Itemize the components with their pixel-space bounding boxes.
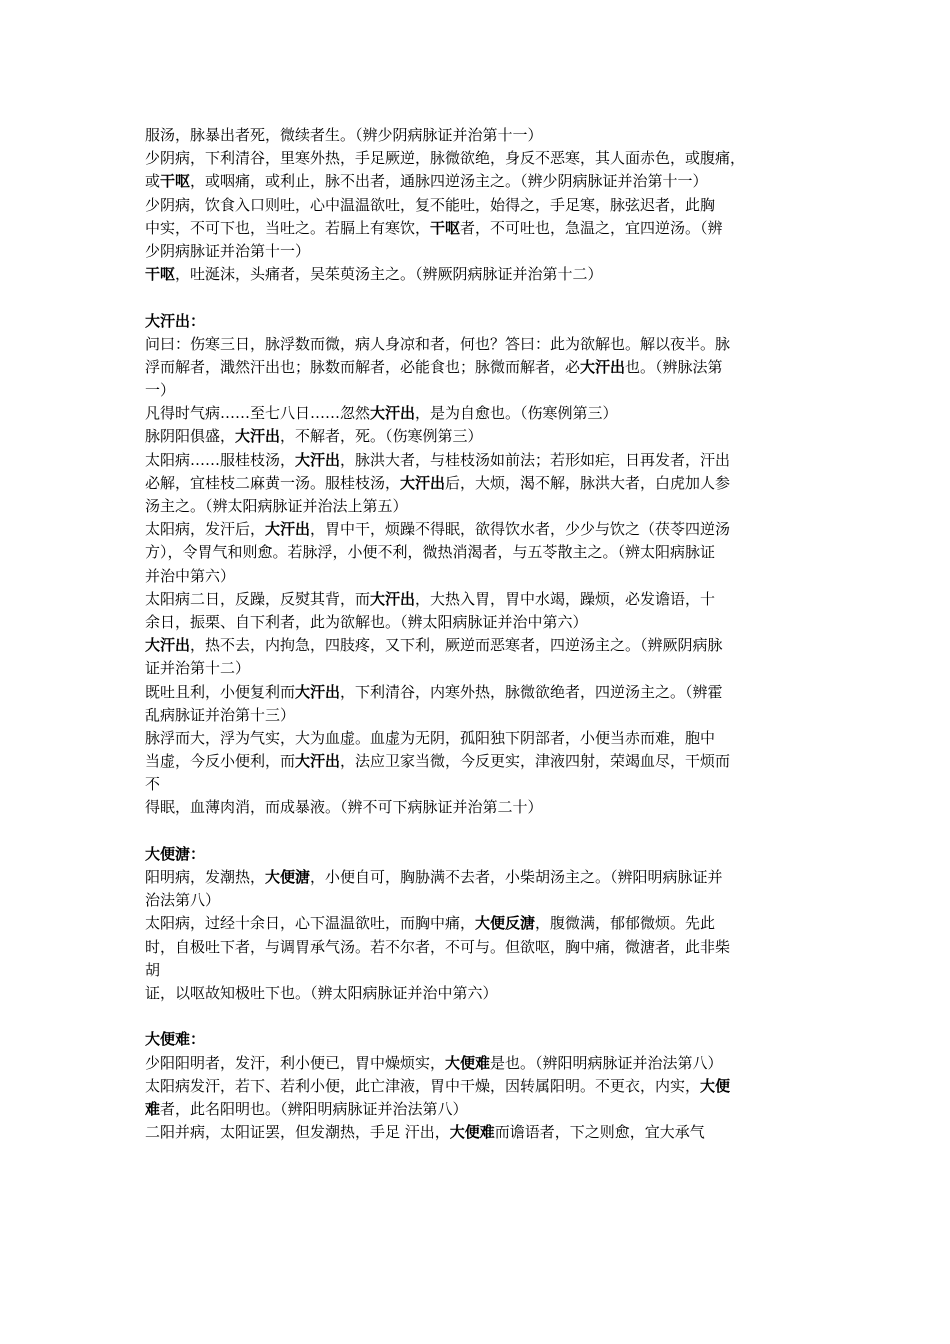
text-line — [145, 495, 825, 518]
heading-text: 大汗出： — [145, 311, 206, 330]
text-segment: 少阴病，下利清谷，里寒外热，手足厥逆，脉微欲绝，身反不恶寒，其人面赤色，或腹痛， — [145, 149, 746, 168]
text-line — [145, 333, 825, 356]
text-segment: 而谵语者，下之则愈，宜大承气 — [494, 1123, 705, 1142]
text-line — [145, 588, 825, 611]
text-segment: 少阴病，饮食入口则吐，心中温温欲吐，复不能吐，始得之，手足寒，脉弦迟者，此胸 — [145, 195, 716, 214]
text-segment: 服汤，脉暴出者死，微续者生。（辨少阴病脉证并治第十一） — [145, 126, 543, 144]
bold-term: 大汗出 — [145, 636, 191, 655]
text-segment: 浮而解者，濈然汗出也；脉数而解者，必能食也；脉微而解者，必 — [145, 357, 581, 376]
text-segment: ，腹微满，郁郁微烦。先此 — [535, 914, 716, 933]
text-line — [145, 240, 825, 263]
text-line — [145, 959, 825, 982]
bold-term: 大便溏 — [265, 868, 311, 886]
text-segment: ，是为自愈也。（伤寒例第三） — [415, 404, 618, 423]
text-line — [145, 425, 825, 448]
text-line — [145, 1098, 825, 1121]
text-line — [145, 866, 825, 889]
text-segment: 少阴病脉证并治第十一） — [145, 241, 311, 260]
text-segment: 阳明病，发潮热， — [145, 868, 266, 886]
text-segment: ，胃中干，烦躁不得眠，欲得饮水者，少少与饮之（茯苓四逆汤 — [310, 520, 731, 539]
text-segment: ，大热入胃，胃中水竭，躁烦，必发谵语，十 — [415, 589, 716, 608]
text-segment: 太阳病……服桂枝汤， — [145, 450, 296, 469]
text-line — [145, 124, 825, 147]
text-line — [145, 704, 825, 727]
text-segment: 太阳病，过经十余日，心下温温欲吐，而胸中痛， — [145, 914, 476, 933]
text-line — [145, 1075, 825, 1098]
bold-term: 大汗出 — [265, 520, 311, 539]
text-segment: 余日，振栗、自下利者，此为欲解也。（辨太阳病脉证并治中第六） — [145, 612, 588, 631]
text-segment: 者，不可吐也，急温之，宜四逆汤。（辨 — [460, 218, 723, 237]
text-line — [145, 449, 825, 472]
text-line — [145, 773, 825, 796]
bold-term: 大便难 — [445, 1053, 491, 1072]
text-segment: 当虚，今反小便利，而 — [145, 752, 296, 771]
text-segment: ，脉洪大者，与桂枝汤如前法；若形如疟，日再发者，汗出 — [340, 450, 731, 469]
text-segment: 时，自极吐下者，与调胃承气汤。若不尔者，不可与。但欲呕，胸中痛，微溏者，此非柴 — [145, 937, 731, 956]
section-heading — [145, 843, 825, 866]
heading-text: 大便溏： — [145, 844, 206, 863]
text-segment: 必解，宜桂枝二麻黄一汤。服桂枝汤， — [145, 473, 401, 492]
text-segment: 是也。（辨阳明病脉证并治法第八） — [490, 1053, 723, 1072]
bold-term: 大汗出 — [295, 682, 341, 701]
text-line — [145, 657, 825, 680]
text-line — [145, 565, 825, 588]
text-segment: 太阳病二日，反躁，反熨其背，而 — [145, 589, 371, 608]
text-segment: 证并治第十二） — [145, 659, 251, 678]
text-segment: ，不解者，死。（伤寒例第三） — [280, 427, 483, 446]
text-line — [145, 147, 825, 170]
text-line — [145, 750, 825, 773]
section-heading — [145, 310, 825, 333]
text-segment: 脉阴阳俱盛， — [145, 427, 236, 446]
text-segment: 得眠，血薄肉消，而成暴液。（辨不可下病脉证并治第二十） — [145, 798, 543, 817]
text-line — [145, 1052, 825, 1075]
text-line — [145, 982, 825, 1005]
text-segment: 脉浮而大，浮为气实，大为血虚。血虚为无阴，孤阳独下阴部者，小便当赤而难，胞中 — [145, 728, 716, 747]
bold-term: 大汗出 — [295, 450, 341, 469]
text-line — [145, 518, 825, 541]
text-line — [145, 889, 825, 912]
bold-term: 大汗出 — [235, 427, 281, 446]
text-line — [145, 356, 825, 379]
text-line — [145, 170, 825, 193]
text-segment: 少阳阳明者，发汗，利小便已，胃中燥烦实， — [145, 1053, 446, 1072]
text-segment: 凡得时气病……至七八日……忽然 — [145, 404, 371, 423]
text-line — [145, 936, 825, 959]
text-segment: 证，以呕故知极吐下也。（辨太阳病脉证并治中第六） — [145, 983, 498, 1002]
bold-term: 干呕 — [160, 172, 191, 191]
text-segment: ，法应卫家当微，今反更实，津液四射，荣竭血尽，干烦而 — [340, 752, 731, 771]
blank-line — [145, 1005, 825, 1028]
text-segment: 方），令胃气和则愈。若脉浮，小便不利，微热消渴者，与五苓散主之。（辨太阳病脉证 — [145, 543, 716, 562]
text-segment: 或 — [145, 172, 161, 191]
text-line — [145, 217, 825, 240]
bold-term: 难 — [145, 1099, 161, 1118]
text-segment: 不 — [145, 775, 161, 794]
bold-term: 大汗出 — [370, 589, 416, 608]
text-segment: 问曰：伤寒三日，脉浮数而微，病人身凉和者，何也？答曰：此为欲解也。解以夜半。脉 — [145, 334, 731, 353]
blank-line — [145, 286, 825, 309]
bold-term: 大便 — [700, 1076, 731, 1095]
text-line — [145, 912, 825, 935]
bold-term: 大汗出 — [370, 404, 416, 423]
bold-term: 干呕 — [430, 218, 461, 237]
bold-term: 大便反溏 — [475, 914, 536, 933]
text-segment: 中实，不可下也，当吐之。若膈上有寒饮， — [145, 218, 431, 237]
text-line — [145, 379, 825, 402]
text-segment: ，吐涎沫，头痛者，吴茱萸汤主之。（辨厥阴病脉证并治第十二） — [175, 265, 603, 284]
bold-term: 大便难 — [449, 1123, 495, 1142]
text-line — [145, 796, 825, 819]
bold-term: 大汗出 — [400, 473, 446, 492]
blank-line — [145, 820, 825, 843]
text-line — [145, 541, 825, 564]
text-segment: 胡 — [145, 960, 161, 979]
text-segment: ，或咽痛，或利止，脉不出者，通脉四逆汤主之。（辨少阴病脉证并治第十一） — [190, 172, 708, 191]
text-segment: 治法第八） — [145, 891, 221, 910]
document-text — [145, 124, 825, 1144]
text-line — [145, 1121, 825, 1144]
text-segment: 既吐且利，小便复利而 — [145, 682, 296, 701]
text-segment: 汤主之。（辨太阳病脉证并治法上第五） — [145, 497, 408, 515]
text-line — [145, 472, 825, 495]
bold-term: 大汗出 — [295, 752, 341, 771]
text-segment: 后，大烦，渴不解，脉洪大者，白虎加人参 — [445, 473, 731, 492]
text-segment: 乱病脉证并治第十三） — [145, 705, 296, 724]
text-segment: 二阳并病，太阳证罢，但发潮热，手足 汗出， — [145, 1123, 450, 1142]
text-line — [145, 611, 825, 634]
text-segment: 太阳病，发汗后， — [145, 520, 266, 539]
text-segment: ，小便自可，胸胁满不去者，小柴胡汤主之。（辨阳明病脉证并 — [310, 868, 723, 886]
text-segment: 也。（辨脉法第 — [625, 357, 723, 376]
heading-text: 大便难： — [145, 1030, 206, 1049]
bold-term: 干呕 — [145, 265, 176, 284]
bold-term: 大汗出 — [580, 357, 626, 376]
text-segment: 一） — [145, 381, 176, 400]
text-line — [145, 194, 825, 217]
text-segment: 太阳病发汗，若下、若利小便，此亡津液，胃中干燥，因转属阳明。不更衣，内实， — [145, 1076, 701, 1095]
text-segment: 者，此名阳明也。（辨阳明病脉证并治法第八） — [160, 1099, 468, 1118]
section-heading — [145, 1028, 825, 1051]
text-line — [145, 402, 825, 425]
text-line — [145, 263, 825, 286]
text-segment: ，下利清谷，内寒外热，脉微欲绝者，四逆汤主之。（辨霍 — [340, 682, 723, 701]
text-segment: 并治中第六） — [145, 566, 236, 585]
text-line — [145, 681, 825, 704]
text-line — [145, 727, 825, 750]
text-line — [145, 634, 825, 657]
text-segment: ，热不去，内拘急，四肢疼，又下利，厥逆而恶寒者，四逆汤主之。（辨厥阴病脉 — [190, 636, 723, 655]
